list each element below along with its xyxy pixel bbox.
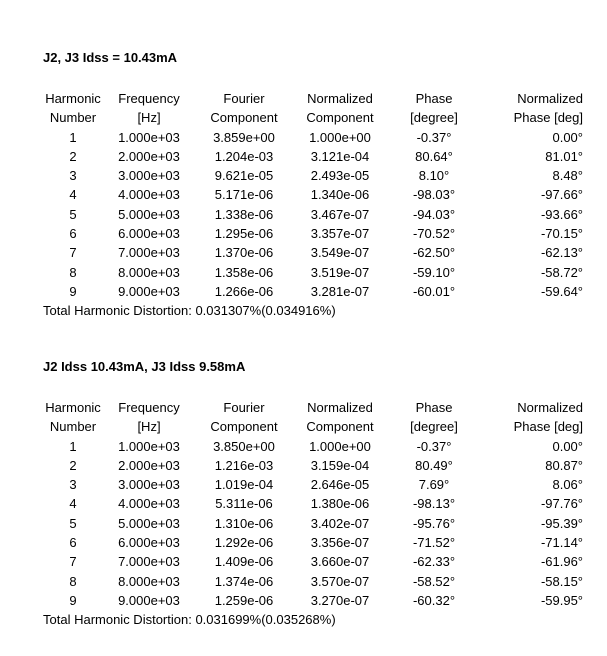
column-header-fourier-component: Component (210, 419, 278, 435)
cell-normalized-component: 3.570e-07 (310, 573, 370, 589)
cell-fourier-component: 5.171e-06 (214, 187, 274, 203)
cell-normalized-phase: -58.72° (540, 264, 583, 280)
cell-fourier-component: 1.409e-06 (214, 554, 274, 570)
section-heading: J2 Idss 10.43mA, J3 Idss 9.58mA (43, 359, 246, 374)
cell-normalized-component: 3.467e-07 (310, 206, 370, 222)
section-2 (43, 357, 583, 630)
cell-harmonic-number: 1 (69, 438, 77, 454)
table-row (43, 514, 587, 533)
column-header-fourier-component: Fourier (223, 400, 265, 415)
table-row (43, 166, 587, 185)
cell-normalized-component: 3.270e-07 (310, 592, 370, 608)
table-row (43, 552, 587, 571)
cell-fourier-component: 3.859e+00 (213, 129, 275, 145)
cell-frequency: 3.000e+03 (118, 477, 180, 493)
cell-harmonic-number: 6 (69, 226, 77, 242)
table-row (43, 263, 587, 282)
cell-normalized-phase: -93.66° (540, 206, 583, 222)
cell-normalized-component: 3.281e-07 (310, 283, 370, 299)
column-header-frequency: Frequency (118, 91, 180, 106)
column-header-normalized-component: Normalized (307, 91, 373, 106)
cell-normalized-phase: -95.39° (540, 515, 583, 531)
cell-normalized-phase: -61.96° (540, 554, 583, 570)
cell-fourier-component: 1.374e-06 (214, 573, 274, 589)
cell-frequency: 4.000e+03 (118, 187, 180, 203)
cell-frequency: 9.000e+03 (118, 283, 180, 299)
column-header-normalized-component: Normalized (307, 400, 373, 415)
cell-phase: -95.76° (412, 515, 456, 531)
cell-normalized-phase: 81.01° (545, 148, 583, 164)
cell-fourier-component: 1.295e-06 (214, 226, 274, 242)
cell-normalized-component: 2.493e-05 (310, 168, 370, 184)
cell-harmonic-number: 4 (69, 496, 77, 512)
column-header-phase: Phase (415, 91, 453, 106)
cell-normalized-phase: -62.13° (540, 245, 583, 261)
cell-phase: 80.64° (415, 148, 453, 164)
table-row (43, 205, 587, 224)
harmonics-table (43, 398, 587, 610)
table-row (43, 224, 587, 243)
table-row (43, 243, 587, 262)
table-header-row (43, 398, 587, 417)
cell-phase: -60.32° (412, 592, 456, 608)
cell-harmonic-number: 7 (69, 245, 77, 261)
cell-fourier-component: 1.338e-06 (214, 206, 274, 222)
column-header-normalized-phase: Phase [deg] (513, 419, 583, 435)
cell-normalized-phase: 0.00° (552, 129, 583, 145)
cell-frequency: 1.000e+03 (118, 129, 180, 145)
column-header-harmonic-number: Harmonic (45, 91, 101, 106)
cell-fourier-component: 1.370e-06 (214, 245, 274, 261)
cell-harmonic-number: 7 (69, 554, 77, 570)
table-row (43, 456, 587, 475)
cell-normalized-component: 3.549e-07 (310, 245, 370, 261)
cell-harmonic-number: 2 (69, 148, 77, 164)
cell-harmonic-number: 3 (69, 477, 77, 493)
table-row (43, 128, 587, 147)
cell-frequency: 2.000e+03 (118, 457, 180, 473)
cell-fourier-component: 1.019e-04 (214, 477, 274, 493)
table-header-row (43, 89, 587, 108)
cell-frequency: 3.000e+03 (118, 168, 180, 184)
cell-harmonic-number: 3 (69, 168, 77, 184)
cell-normalized-component: 1.380e-06 (310, 496, 370, 512)
column-header-normalized-component: Component (306, 110, 374, 126)
cell-normalized-phase: -71.14° (540, 535, 583, 551)
cell-normalized-phase: -59.64° (540, 283, 583, 299)
cell-fourier-component: 1.266e-06 (214, 283, 274, 299)
cell-normalized-phase: -97.76° (540, 496, 583, 512)
total-harmonic-distortion: Total Harmonic Distortion: 0.031699%(0.035268%) (43, 612, 336, 628)
cell-phase: 80.49° (415, 457, 453, 473)
cell-phase: -62.33° (412, 554, 456, 570)
cell-phase: -98.13° (412, 496, 456, 512)
cell-normalized-phase: -97.66° (540, 187, 583, 203)
column-header-normalized-component: Component (306, 419, 374, 435)
table-header-row (43, 108, 587, 127)
cell-harmonic-number: 9 (69, 283, 77, 299)
cell-fourier-component: 9.621e-05 (214, 168, 274, 184)
column-header-harmonic-number: Number (49, 110, 97, 126)
table-row (43, 494, 587, 513)
cell-normalized-component: 3.402e-07 (310, 515, 370, 531)
cell-fourier-component: 5.311e-06 (215, 496, 273, 512)
cell-normalized-component: 3.357e-07 (310, 226, 370, 242)
cell-normalized-component: 1.000e+00 (309, 438, 371, 454)
cell-phase: -94.03° (412, 206, 456, 222)
cell-normalized-phase: -58.15° (540, 573, 583, 589)
column-header-phase: Phase (415, 400, 453, 415)
cell-harmonic-number: 6 (69, 535, 77, 551)
cell-fourier-component: 1.310e-06 (214, 515, 274, 531)
cell-fourier-component: 1.259e-06 (214, 592, 274, 608)
total-harmonic-distortion: Total Harmonic Distortion: 0.031307%(0.034916%) (43, 303, 336, 319)
table-header-row (43, 417, 587, 436)
column-header-frequency: [Hz] (137, 110, 161, 126)
column-header-phase: [degree] (410, 419, 458, 435)
cell-frequency: 4.000e+03 (118, 496, 180, 512)
cell-frequency: 7.000e+03 (118, 245, 180, 261)
column-header-normalized-phase: Normalized (517, 400, 583, 415)
cell-fourier-component: 1.292e-06 (214, 535, 274, 551)
column-header-fourier-component: Fourier (223, 91, 265, 106)
cell-fourier-component: 1.204e-03 (214, 148, 274, 164)
cell-phase: -70.52° (412, 226, 456, 242)
column-header-fourier-component: Component (210, 110, 278, 126)
section-heading: J2, J3 Idss = 10.43mA (43, 50, 178, 65)
cell-phase: -62.50° (412, 245, 456, 261)
cell-frequency: 6.000e+03 (118, 535, 180, 551)
cell-normalized-component: 3.121e-04 (310, 148, 370, 164)
cell-harmonic-number: 8 (69, 573, 77, 589)
cell-frequency: 6.000e+03 (118, 226, 180, 242)
cell-phase: -58.52° (412, 573, 456, 589)
column-header-frequency: Frequency (118, 400, 180, 415)
cell-fourier-component: 1.358e-06 (214, 264, 274, 280)
cell-harmonic-number: 1 (69, 129, 77, 145)
column-header-phase: [degree] (410, 110, 458, 126)
cell-frequency: 1.000e+03 (118, 438, 180, 454)
table-row (43, 147, 587, 166)
column-header-harmonic-number: Number (49, 419, 97, 435)
cell-harmonic-number: 2 (69, 457, 77, 473)
cell-normalized-phase: 80.87° (545, 457, 583, 473)
cell-phase: -60.01° (412, 283, 456, 299)
cell-harmonic-number: 5 (69, 515, 77, 531)
cell-normalized-phase: 8.06° (552, 477, 583, 493)
table-row (43, 533, 587, 552)
cell-phase: -59.10° (412, 264, 456, 280)
cell-phase: -0.37° (416, 438, 452, 454)
section-1 (43, 48, 583, 321)
cell-harmonic-number: 9 (69, 592, 77, 608)
column-header-normalized-phase: Phase [deg] (513, 110, 583, 126)
table-row (43, 185, 587, 204)
cell-frequency: 2.000e+03 (118, 148, 180, 164)
cell-frequency: 9.000e+03 (118, 592, 180, 608)
cell-frequency: 8.000e+03 (118, 264, 180, 280)
column-header-harmonic-number: Harmonic (45, 400, 101, 415)
cell-harmonic-number: 5 (69, 206, 77, 222)
cell-normalized-component: 3.159e-04 (310, 457, 370, 473)
cell-normalized-component: 1.340e-06 (310, 187, 370, 203)
cell-normalized-component: 2.646e-05 (310, 477, 370, 493)
cell-phase: -71.52° (412, 535, 456, 551)
cell-normalized-phase: 8.48° (552, 168, 583, 184)
cell-phase: 7.69° (418, 477, 450, 493)
table-row (43, 437, 587, 456)
cell-frequency: 7.000e+03 (118, 554, 180, 570)
cell-fourier-component: 3.850e+00 (213, 438, 275, 454)
cell-harmonic-number: 4 (69, 187, 77, 203)
cell-harmonic-number: 8 (69, 264, 77, 280)
harmonics-table (43, 89, 587, 301)
cell-normalized-component: 3.519e-07 (310, 264, 370, 280)
cell-frequency: 5.000e+03 (118, 206, 180, 222)
cell-frequency: 5.000e+03 (118, 515, 180, 531)
table-row (43, 282, 587, 301)
table-row (43, 591, 587, 610)
table-row (43, 475, 587, 494)
cell-frequency: 8.000e+03 (118, 573, 180, 589)
column-header-frequency: [Hz] (137, 419, 161, 435)
cell-normalized-phase: -59.95° (540, 592, 583, 608)
cell-phase: 8.10° (418, 168, 450, 184)
cell-fourier-component: 1.216e-03 (214, 457, 274, 473)
column-header-normalized-phase: Normalized (517, 91, 583, 106)
table-row (43, 572, 587, 591)
cell-phase: -98.03° (412, 187, 456, 203)
cell-normalized-phase: -70.15° (540, 226, 583, 242)
cell-normalized-component: 3.660e-07 (310, 554, 370, 570)
cell-normalized-component: 1.000e+00 (309, 129, 371, 145)
cell-phase: -0.37° (416, 129, 452, 145)
cell-normalized-phase: 0.00° (552, 438, 583, 454)
cell-normalized-component: 3.356e-07 (310, 535, 370, 551)
